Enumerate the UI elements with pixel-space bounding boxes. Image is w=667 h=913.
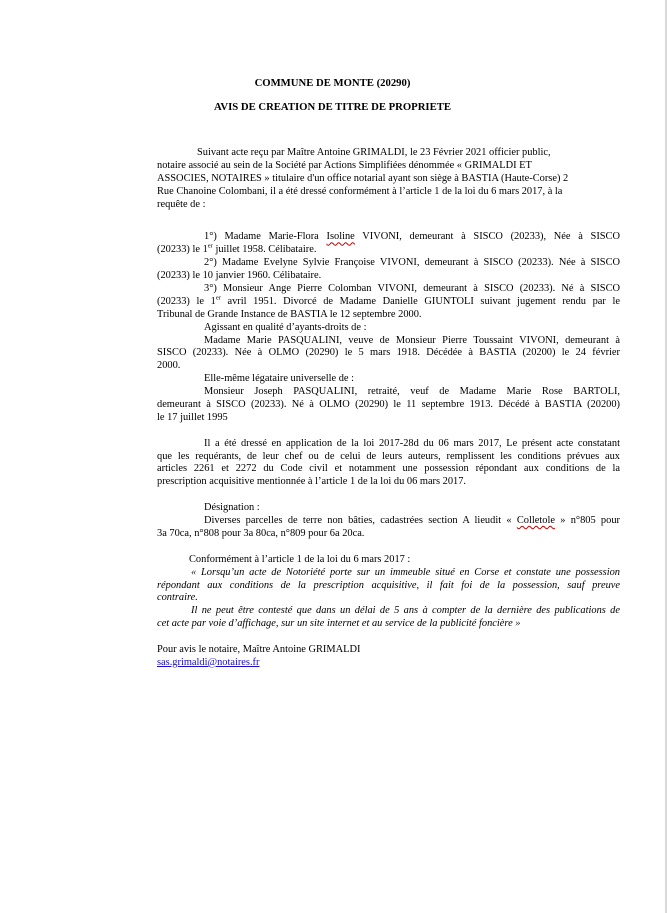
- requerant-3-line: 3°) Monsieur Ange Pierre Colomban VIVONI, demeurant à SISCO (20233). Né à SISCO: [204, 283, 620, 295]
- intro-line: requête de :: [157, 198, 206, 210]
- designation-line: Diverses parcelles de terre non bâties, cadastrées section A lieudit « Colletole » n°805 pour: [204, 515, 620, 527]
- loi-quote-line: « Lorsqu’un acte de Notoriété porte sur un immeuble situé en Corse et constate une possession: [191, 566, 620, 578]
- ayant-droit-line: Madame Marie PASQUALINI, veuve de Monsieur Pierre Toussaint VIVONI, demeurant à: [204, 334, 620, 346]
- legataire-detail-line: demeurant à SISCO (20233). Né à OLMO (20290) le 11 septembre 1913. Décédé à BASTIA (20200): [157, 399, 620, 411]
- email-link[interactable]: sas.grimaldi@notaires.fr: [157, 656, 260, 668]
- application-line: Il a été dressé en application de la loi 2017-28d du 06 mars 2017, Le présent acte constatant: [204, 437, 620, 449]
- pour-avis: Pour avis le notaire, Maître Antoine GRIMALDI: [157, 643, 361, 655]
- designation-line: 3a 70ca, n°808 pour 3a 80ca, n°809 pour 6a 20ca.: [157, 527, 365, 539]
- requerant-1-line: 1°) Madame Marie-Flora Isoline VIVONI, demeurant à SISCO (20233), Née à SISCO: [204, 231, 620, 243]
- avis-title: AVIS DE CREATION DE TITRE DE PROPRIETE: [214, 101, 451, 113]
- ayant-droit-line: SISCO (20233). Née à OLMO (20290) le 5 mars 1918. Décédée à BASTIA (20200) le 24 février: [157, 347, 620, 359]
- application-line: prescription acquisitive mentionnée à l’article 1 de la loi du 06 mars 2017.: [157, 476, 467, 488]
- requerant-3-line: Tribunal de Grande Instance de BASTIA le 12 septembre 2000.: [157, 308, 422, 320]
- loi-quote-line: contraire.: [157, 592, 198, 604]
- ayant-droit-line: 2000.: [157, 360, 181, 372]
- intro-line: notaire associé au sein de la Société par Actions Simplifiées dénommée « GRIMALDI ET: [157, 159, 532, 171]
- requerant-2-line: (20233) le 10 janvier 1960. Célibataire.: [157, 270, 322, 282]
- application-line: que les requérants, de leur chef ou de celui de leurs auteurs, remplissent les conditions prévues aux: [157, 450, 620, 462]
- spellcheck-word: Isoline: [326, 231, 355, 243]
- loi-quote-line: répondant aux conditions de la prescription acquisitive, il fait foi de la possession, sauf preuve: [157, 579, 620, 591]
- application-line: articles 2261 et 2272 du Code civil et notamment une possession répondant aux conditions de la: [157, 463, 620, 475]
- loi-intro: Conformément à l’article 1 de la loi du 6 mars 2017 :: [189, 553, 411, 565]
- spellcheck-word: Colletole: [516, 515, 555, 527]
- legataire-line: Elle-même légataire universelle de :: [204, 373, 355, 385]
- requerant-1-line: (20233) le 1er juillet 1958. Célibataire.: [157, 242, 317, 256]
- designation-heading: Désignation :: [204, 502, 260, 514]
- intro-line: Rue Chanoine Colombani, il a été dressé conformément à l’article 1 de la loi du 6 mars 2017, à la: [157, 185, 563, 197]
- legataire-detail-line: le 17 juillet 1995: [157, 411, 228, 423]
- loi-quote-line: Il ne peut être contesté que dans un délai de 5 ans à compter de la dernière des publications de: [191, 605, 620, 617]
- commune-title: COMMUNE DE MONTE (20290): [254, 77, 411, 89]
- agissant-line: Agissant en qualité d’ayants-droits de :: [204, 321, 367, 333]
- intro-line: Suivant acte reçu par Maître Antoine GRIMALDI, le 23 Février 2021 officier public,: [197, 147, 551, 158]
- legataire-detail-line: Monsieur Joseph PASQUALINI, retraité, veuf de Madame Marie Rose BARTOLI,: [204, 386, 620, 398]
- loi-quote-line: cet acte par voie d’affichage, sur un site internet et au service de la publicité foncière »: [157, 618, 521, 630]
- intro-line: ASSOCIES, NOTAIRES » titulaire d'un office notarial ayant son siège à BASTIA (Haute-Corse) 2: [157, 172, 569, 184]
- requerant-3-line: (20233) le 1er avril 1951. Divorcé de Madame Danielle GIUNTOLI suivant jugement rendu par le: [157, 294, 620, 307]
- requerant-2-line: 2°) Madame Evelyne Sylvie Françoise VIVONI, demeurant à SISCO (20233). Née à SISCO: [204, 257, 620, 269]
- document-body: [157, 147, 620, 670]
